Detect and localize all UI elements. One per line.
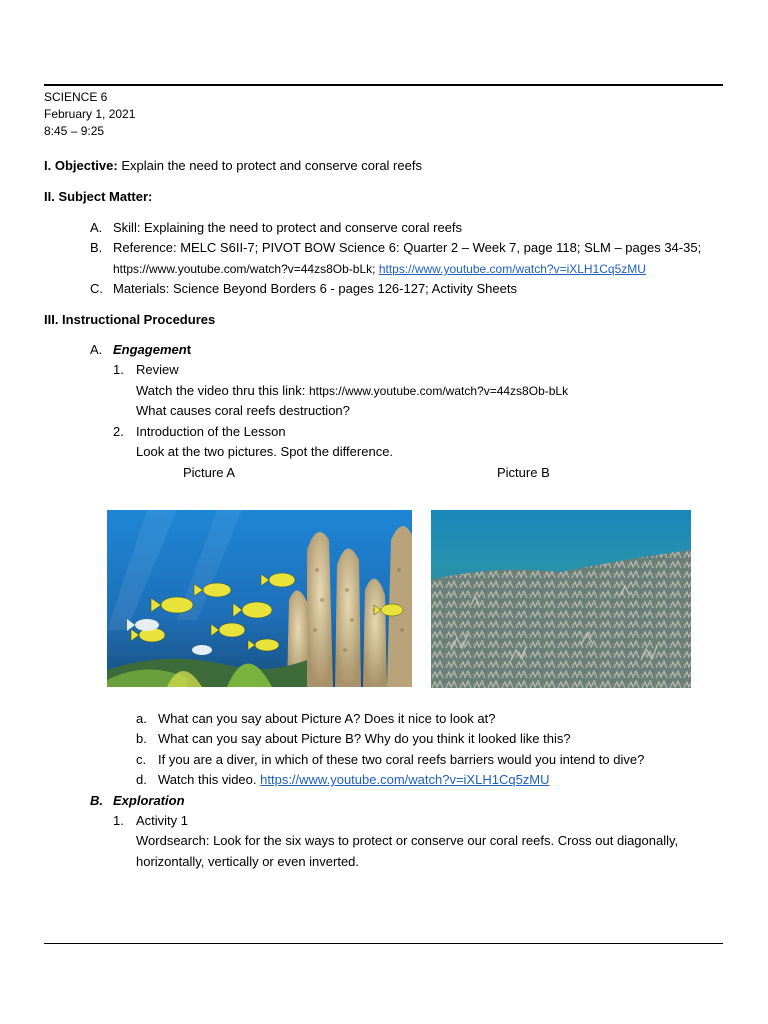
list-marker: 1. (113, 813, 124, 828)
list-marker: c. (136, 752, 147, 767)
item-text: Reference: MELC S6II-7; PIVOT BOW Science 6: Quarter 2 – Week 7, page 118; SLM – pages 34-35; (113, 240, 702, 255)
step-introduction (113, 424, 286, 440)
review-question: What causes coral reefs destruction? (136, 403, 350, 418)
question-text: What can you say about Picture B? Why do you think it looked like this? (158, 731, 571, 746)
picture-b-bleached-reef-image (431, 510, 691, 688)
subject-matter-item (90, 240, 701, 256)
objective (44, 158, 422, 174)
review-video-line (136, 383, 568, 399)
exploration-heading (90, 793, 185, 809)
review-video-url: https://www.youtube.com/watch?v=44zs8Ob-bLk (308, 384, 569, 398)
list-marker: A. (90, 220, 103, 235)
picture-a-healthy-reef-image (107, 510, 412, 687)
list-marker: 1. (113, 362, 124, 377)
reference-url-plain: https://www.youtube.com/watch?v=44zs8Ob-bLk; (113, 262, 376, 276)
activity-instruction-line2: horizontally, vertically or even inverted. (136, 854, 360, 869)
engagement-heading (90, 342, 191, 358)
activity-heading (113, 813, 188, 829)
subject-matter-item (90, 281, 517, 297)
activity-title: Activity 1 (136, 813, 189, 828)
bleached-reef-illustration (431, 510, 691, 688)
exploration-title: Exploration (113, 793, 185, 808)
question-text: Watch this video. (158, 772, 257, 787)
procedures-heading: III. Instructional Procedures (44, 312, 216, 327)
question-item (136, 711, 495, 727)
healthy-reef-illustration (107, 510, 412, 687)
subject-matter-item (90, 220, 462, 236)
engagement-title-tail: t (186, 342, 192, 357)
question-item (136, 752, 644, 768)
list-marker: C. (90, 281, 103, 296)
picture-a-label: Picture A (183, 465, 236, 480)
top-rule (44, 84, 723, 86)
date-line: February 1, 2021 (44, 107, 136, 121)
picture-b-label: Picture B (497, 465, 550, 480)
introduction-instruction: Look at the two pictures. Spot the difference. (136, 444, 394, 459)
question-item (136, 731, 571, 747)
question-text: If you are a diver, in which of these two coral reefs barriers would you intend to dive? (158, 752, 645, 767)
step-title: Review (136, 362, 179, 377)
list-marker: a. (136, 711, 147, 726)
item-text: Materials: Science Beyond Borders 6 - pages 126-127; Activity Sheets (113, 281, 517, 296)
objective-label: I. Objective: (44, 158, 118, 173)
activity-instruction-line1: Wordsearch: Look for the six ways to protect or conserve our coral reefs. Cross out diagonally, (136, 833, 679, 848)
watch-video-link[interactable]: https://www.youtube.com/watch?v=iXLH1Cq5zMU (260, 772, 550, 787)
subject-matter-heading: II. Subject Matter: (44, 189, 153, 204)
list-marker: d. (136, 772, 147, 787)
step-title: Introduction of the Lesson (136, 424, 286, 439)
question-item (136, 772, 550, 788)
reference-links-line (113, 261, 646, 277)
question-text: What can you say about Picture A? Does it nice to look at? (158, 711, 496, 726)
list-marker: b. (136, 731, 147, 746)
list-marker: 2. (113, 424, 124, 439)
list-marker: B. (90, 240, 103, 255)
review-video-prefix: Watch the video thru this link: (136, 383, 306, 398)
list-marker: B. (90, 793, 103, 808)
list-marker: A. (90, 342, 103, 357)
bottom-rule (44, 943, 723, 944)
engagement-title: Engagemen (113, 342, 187, 357)
step-review (113, 362, 179, 378)
item-text: Skill: Explaining the need to protect and conserve coral reefs (113, 220, 463, 235)
time-line: 8:45 – 9:25 (44, 124, 105, 138)
reference-url-link[interactable]: https://www.youtube.com/watch?v=iXLH1Cq5zMU (378, 262, 646, 276)
subject-line: SCIENCE 6 (44, 90, 108, 104)
objective-text: Explain the need to protect and conserve coral reefs (121, 158, 422, 173)
